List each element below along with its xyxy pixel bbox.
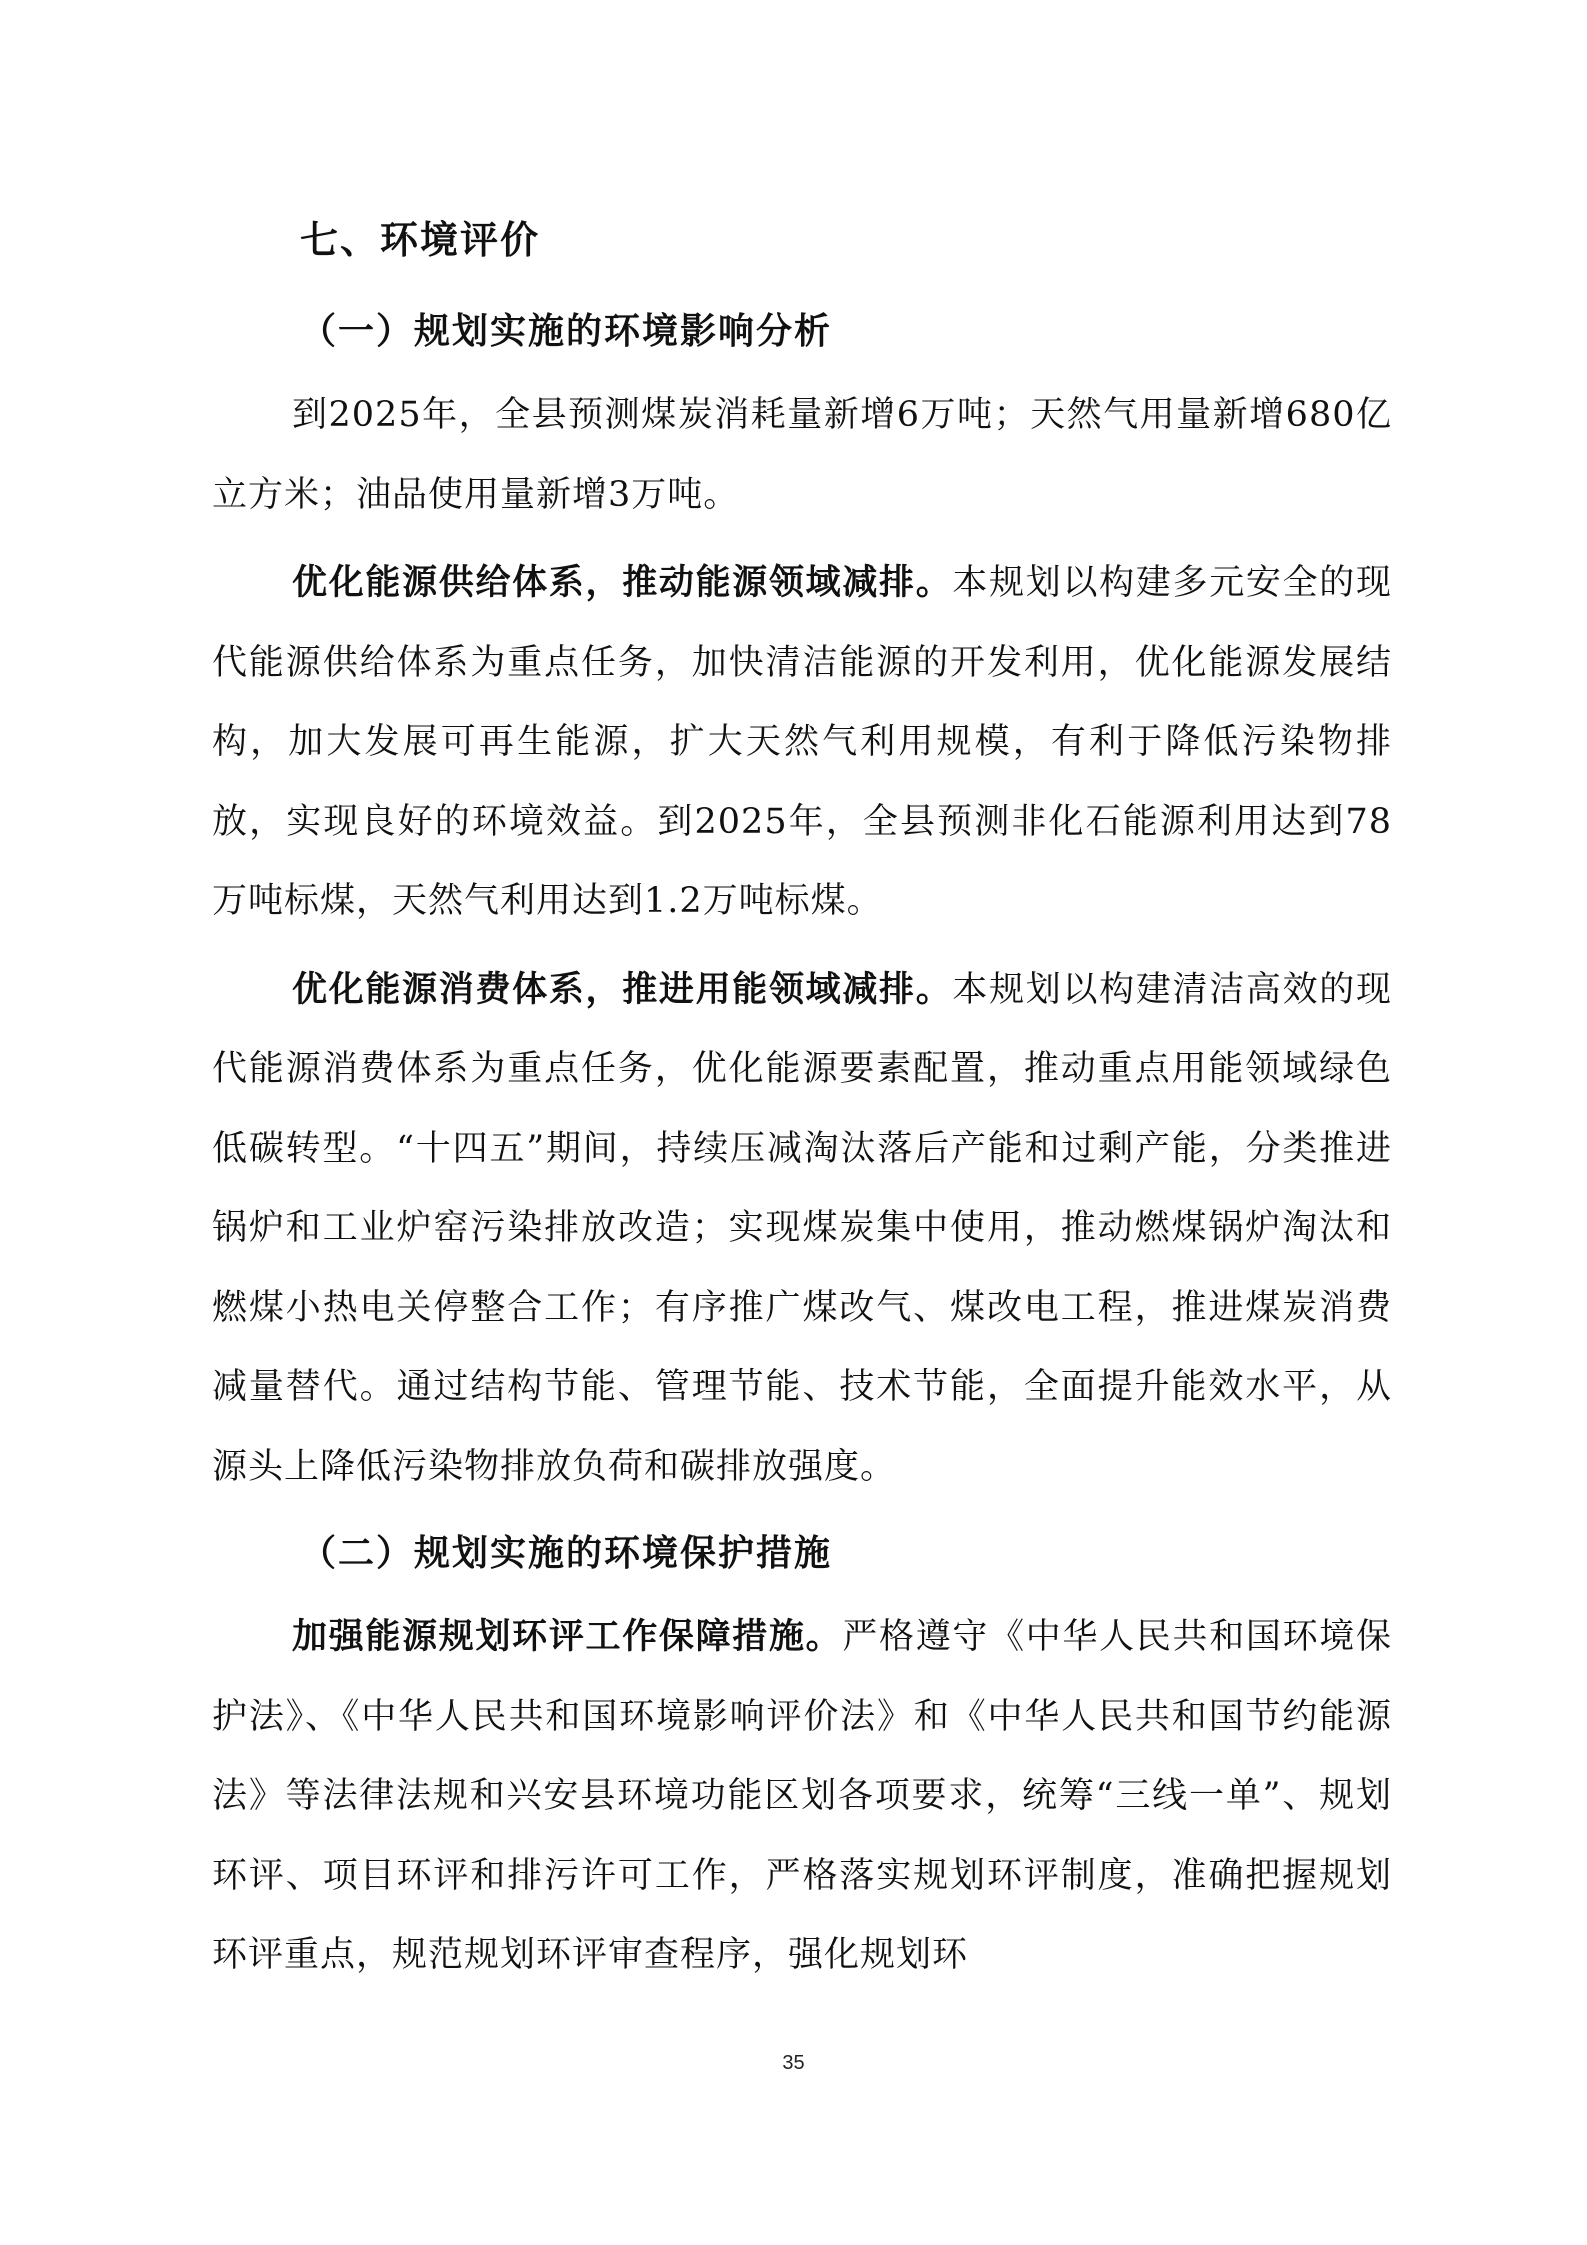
paragraph-lead: 加强能源规划环评工作保障措施。 bbox=[292, 1616, 843, 1657]
paragraph-text: 本规划以构建清洁高效的现代能源消费体系为重点任务，优化能源要素配置，推动重点用能领域绿色低碳转型。“十四五”期间，持续压减淘汰落后产能和过剩产能，分类推进锅炉和工业炉窑污染排放改造；实现煤炭集中使用，推动燃煤锅炉淘汰和燃煤小热电关停整合工作；有序推广煤改气、煤改电工程，推进煤炭消费减量替代。通过结构节能、管理节能、技术节能，全面提升能效水平，从源头上降低污染物排放负荷和碳排放强度。 bbox=[212, 969, 1392, 1487]
document-body bbox=[212, 205, 1392, 2004]
paragraph-consumption-system bbox=[212, 950, 1392, 1508]
paragraph-lead: 优化能源供给体系，推动能源领域减排。 bbox=[292, 562, 953, 603]
page-number: 35 bbox=[782, 2052, 805, 2074]
subsection-title-1: （一）规划实施的环境影响分析 bbox=[300, 310, 833, 352]
paragraph-lead: 优化能源消费体系，推进用能领域减排。 bbox=[292, 968, 953, 1010]
paragraph-text: 到2025年，全县预测煤炭消耗量新增6万吨；天然气用量新增680亿立方米；油品使用量新增3万吨。 bbox=[212, 395, 1392, 515]
paragraph-text: 本规划以构建多元安全的现代能源供给体系为重点任务，加快清洁能源的开发利用，优化能源发展结构，加大发展可再生能源，扩大天然气利用规模，有利于降低污染物排放，实现良好的环境效益。到2025年，全县预测非化石能源利用达到78万吨标煤，天然气利用达到1.2万吨标煤。 bbox=[212, 563, 1392, 921]
section-title: 七、环境评价 bbox=[300, 217, 541, 262]
subsection-title-2: （二）规划实施的环境保护措施 bbox=[300, 1532, 833, 1574]
paragraph-consumption-forecast bbox=[212, 375, 1392, 535]
paragraph-eia-measures bbox=[212, 1597, 1392, 1996]
paragraph-supply-system bbox=[212, 543, 1392, 942]
paragraph-text: 严格遵守《中华人民共和国环境保护法》、《中华人民共和国环境影响评价法》和《中华人民共和国节约能源法》等法律法规和兴安县环境功能区划各项要求，统筹“三线一单”、规划环评、项目环评和排污许可工作，严格落实规划环评制度，准确把握规划环评重点，规范规划环评审查程序，强化规划环 bbox=[212, 1617, 1392, 1975]
